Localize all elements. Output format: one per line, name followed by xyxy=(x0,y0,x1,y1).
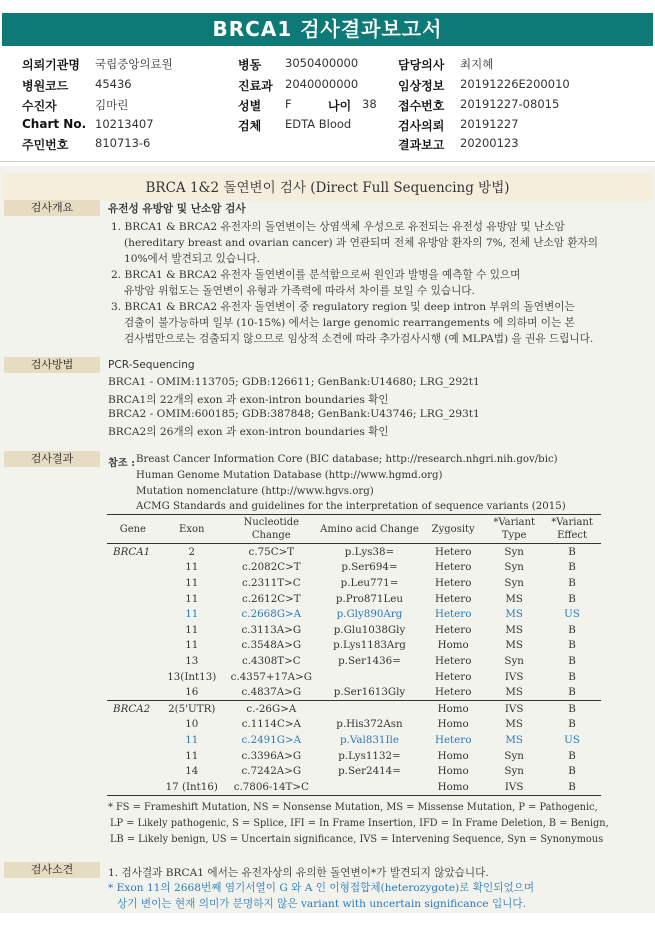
clinical-label: 임상정보 xyxy=(398,79,445,93)
overview-heading: 유전성 유방암 및 난소암 검사 xyxy=(108,203,246,215)
clinical-value: 20191226E200010 xyxy=(460,77,570,91)
variant-amino-acid: p.His372Asn xyxy=(336,718,403,731)
variant-exon: 11 xyxy=(185,576,199,589)
overview-line: 3. BRCA1 & BRCA2 유전자 돌연변이 중 regulatory region 및 deep intron 부위의 돌연변이는 xyxy=(111,301,575,313)
overview-line: 유방암 위험도는 돌연변이 유형과 가족력에 따라서 차이를 보일 수 있습니다. xyxy=(124,285,475,297)
variant-exon: 2 xyxy=(188,545,196,558)
variant-amino-acid: p.Ser2414= xyxy=(338,765,401,778)
variant-type: Syn xyxy=(504,576,524,589)
variant-type: IVS xyxy=(504,702,524,715)
col-amino-acid: Amino acid Change xyxy=(320,523,419,535)
reference-line: Breast Cancer Information Core (BIC database; http://research.nhgri.nih.gov/bic) xyxy=(136,454,558,465)
variant-effect: B xyxy=(568,576,576,589)
variant-exon: 2(5'UTR) xyxy=(168,702,216,715)
variant-exon: 10 xyxy=(185,718,199,731)
variant-gene xyxy=(107,669,159,685)
table-row xyxy=(107,748,601,764)
variant-table-header xyxy=(107,515,601,544)
overview-line: 10%에서 발견되고 있습니다. xyxy=(124,253,260,265)
variant-exon: 11 xyxy=(185,561,199,574)
header-divider xyxy=(0,161,655,162)
footnote-line: * FS = Frameshift Mutation, NS = Nonsense Mutation, MS = Missense Mutation, P = Pathogenic, xyxy=(108,802,598,813)
table-row xyxy=(107,560,601,576)
variant-zygosity: Homo xyxy=(437,780,469,793)
variant-effect: B xyxy=(568,670,576,683)
variant-zygosity: Hetero xyxy=(434,654,472,667)
findings-note: 상기 변이는 현재 의미가 분명하지 않은 variant with uncertain significance 입니다. xyxy=(117,898,527,910)
variant-type: MS xyxy=(505,686,523,699)
chart-label: Chart No. xyxy=(22,117,87,131)
variant-effect: B xyxy=(568,639,576,652)
variant-exon: 16 xyxy=(185,686,199,699)
table-row xyxy=(107,779,601,795)
patient-label: 수진자 xyxy=(22,99,57,113)
variant-exon: 11 xyxy=(185,639,199,652)
variant-nucleotide: c.3113A>G xyxy=(241,623,302,636)
variant-type: Syn xyxy=(504,545,524,558)
institution-label: 의뢰기관명 xyxy=(22,58,80,72)
variant-gene xyxy=(107,575,159,591)
references-label: 참조 : xyxy=(108,457,135,469)
variant-type: Syn xyxy=(504,561,524,574)
variant-amino-acid: p.Lys1183Arg xyxy=(333,639,406,652)
overview-line: 검사법만으로는 검출되지 않으므로 임상적 소견에 따라 추가검사시행 (예 MLPA법) 을 권유 드립니다. xyxy=(124,333,594,345)
variant-effect: B xyxy=(568,654,576,667)
variant-gene: BRCA2 xyxy=(113,702,151,715)
variant-zygosity: Hetero xyxy=(434,623,472,636)
variant-nucleotide: c.7242A>G xyxy=(241,765,302,778)
ward-value: 3050400000 xyxy=(285,56,359,70)
variant-exon: 11 xyxy=(185,733,199,746)
variant-type: MS xyxy=(505,592,523,605)
id-value: 810713-6 xyxy=(95,136,151,150)
table-row xyxy=(107,622,601,638)
variant-amino-acid xyxy=(318,669,421,685)
variant-nucleotide: c.4837A>G xyxy=(241,686,302,699)
variant-exon: 11 xyxy=(185,749,199,762)
variant-zygosity: Homo xyxy=(437,765,469,778)
variant-effect: B xyxy=(568,686,576,699)
report-title-bar: BRCA1 검사결과보고서 xyxy=(2,13,653,46)
variant-zygosity: Homo xyxy=(437,718,469,731)
variant-nucleotide: c.3548A>G xyxy=(241,639,302,652)
table-row xyxy=(107,717,601,733)
findings-note: * Exon 11의 2668번째 염기서열이 G 와 A 인 이형접합체(heterozygote)로 확인되었으며 xyxy=(108,882,535,894)
footnote-line: LP = Likely pathogenic, S = Splice, IFI = In Frame Insertion, IFD = In Frame Deletion, B = Benign, xyxy=(110,818,609,829)
variant-gene xyxy=(107,591,159,607)
report-date-label: 결과보고 xyxy=(398,138,445,152)
variant-exon: 11 xyxy=(185,592,199,605)
method-line: BRCA2의 26개의 exon 과 exon-intron boundaries 확인 xyxy=(108,426,389,438)
variant-type: Syn xyxy=(504,749,524,762)
variant-gene xyxy=(107,763,159,779)
variant-type: MS xyxy=(505,733,523,746)
method-label: 검사방법 xyxy=(4,357,100,373)
variant-amino-acid xyxy=(318,700,421,716)
variant-zygosity: Homo xyxy=(437,749,469,762)
variant-effect: B xyxy=(568,718,576,731)
variant-amino-acid xyxy=(318,779,421,795)
overview-label: 검사개요 xyxy=(4,200,100,216)
variant-amino-acid: p.Ser1613Gly xyxy=(333,686,406,699)
variant-nucleotide: c.2668G>A xyxy=(241,608,302,621)
variant-table xyxy=(107,514,601,796)
variant-gene xyxy=(107,638,159,654)
variant-effect: B xyxy=(568,749,576,762)
variant-type: MS xyxy=(505,639,523,652)
variant-amino-acid: p.Lys1132= xyxy=(338,749,401,762)
col-variant-effect: *Variant Effect xyxy=(551,517,593,541)
specimen-label: 검체 xyxy=(238,119,262,133)
variant-zygosity: Hetero xyxy=(434,733,472,746)
variant-effect: B xyxy=(568,623,576,636)
variant-type: MS xyxy=(505,608,523,621)
variant-effect: B xyxy=(568,765,576,778)
variant-type: IVS xyxy=(504,670,524,683)
variant-nucleotide: c.1114C>A xyxy=(241,718,301,731)
age-label: 나이 xyxy=(328,99,352,113)
patient-header xyxy=(0,53,655,161)
variant-zygosity: Homo xyxy=(437,639,469,652)
patient-value: 김마린 xyxy=(95,98,129,112)
variant-nucleotide: c.4357+17A>G xyxy=(230,670,312,683)
col-nucleotide: Nucleotide Change xyxy=(243,517,300,541)
id-label: 주민번호 xyxy=(22,138,69,152)
footnote-line: LB = Likely benign, US = Uncertain significance, IVS = Intervening Sequence, Syn = Synonymous xyxy=(110,834,604,845)
variant-zygosity: Hetero xyxy=(434,576,472,589)
table-row xyxy=(107,544,601,560)
variant-gene xyxy=(107,717,159,733)
variant-gene xyxy=(107,560,159,576)
specimen-value: EDTA Blood xyxy=(285,117,352,131)
results-label: 검사결과 xyxy=(4,451,100,467)
variant-effect: B xyxy=(568,702,576,715)
variant-effect: B xyxy=(568,780,576,793)
variant-exon: 13(Int13) xyxy=(167,670,217,683)
variant-nucleotide: c.75C>T xyxy=(248,545,295,558)
col-gene: Gene xyxy=(119,523,146,535)
receipt-value: 20191227-08015 xyxy=(460,97,560,111)
ward-label: 병동 xyxy=(238,58,262,72)
variant-amino-acid: p.Glu1038Gly xyxy=(333,623,406,636)
page-bottom xyxy=(0,913,655,927)
table-row xyxy=(107,638,601,654)
variant-type: MS xyxy=(505,718,523,731)
variant-amino-acid: p.Pro871Leu xyxy=(335,592,404,605)
reference-line: ACMG Standards and guidelines for the interpretation of sequence variants (2015) xyxy=(136,501,566,512)
table-row xyxy=(107,606,601,622)
method-line: BRCA1 - OMIM:113705; GDB:126611; GenBank:U14680; LRG_292t1 xyxy=(108,376,480,388)
reference-line: Mutation nomenclature (http://www.hgvs.org) xyxy=(136,486,374,497)
overview-line: 2. BRCA1 & BRCA2 유전자 돌연변이를 분석함으로써 원인과 발병을 예측할 수 있으며 xyxy=(111,269,521,281)
variant-exon: 11 xyxy=(185,623,199,636)
variant-exon: 13 xyxy=(185,654,199,667)
variant-effect: B xyxy=(568,545,576,558)
variant-nucleotide: c.2612C>T xyxy=(242,592,301,605)
variant-type: IVS xyxy=(504,780,524,793)
reference-line: Human Genome Mutation Database (http://www.hgmd.org) xyxy=(136,470,443,481)
col-variant-type: *Variant Type xyxy=(493,517,535,541)
variant-gene xyxy=(107,653,159,669)
report-subtitle: BRCA 1&2 돌연변이 검사 (Direct Full Sequencing 방법) xyxy=(145,180,510,196)
variant-effect: US xyxy=(564,608,580,621)
dept-value: 2040000000 xyxy=(285,77,359,91)
variant-exon: 11 xyxy=(185,608,199,621)
variant-gene xyxy=(107,779,159,795)
variant-zygosity: Hetero xyxy=(434,545,472,558)
variant-gene xyxy=(107,748,159,764)
request-label: 검사의뢰 xyxy=(398,119,445,133)
variant-gene xyxy=(107,684,159,700)
table-row xyxy=(107,575,601,591)
variant-nucleotide: c.4308T>C xyxy=(242,654,301,667)
variant-type: MS xyxy=(505,623,523,636)
table-row xyxy=(107,653,601,669)
findings-line: 1. 검사결과 BRCA1 에서는 유전자상의 유의한 돌연변이*가 발견되지 않았습니다. xyxy=(108,867,489,879)
variant-gene xyxy=(107,622,159,638)
variant-zygosity: Hetero xyxy=(434,592,472,605)
overview-line: 검출이 불가능하며 일부 (10-15%) 에서는 large genomic rearrangements 에 의하며 이는 본 xyxy=(124,317,575,329)
variant-amino-acid: p.Val831Ile xyxy=(340,733,399,746)
sex-label: 성별 xyxy=(238,99,262,113)
col-exon: Exon xyxy=(179,523,205,535)
method-line: BRCA1의 22개의 exon 과 exon-intron boundaries 확인 xyxy=(108,394,389,406)
age-value: 38 xyxy=(362,97,377,111)
variant-exon: 14 xyxy=(185,765,199,778)
variant-nucleotide: c.2311T>C xyxy=(242,576,301,589)
variant-amino-acid: p.Ser694= xyxy=(341,561,398,574)
table-row xyxy=(107,684,601,700)
overview-line: (hereditary breast and ovarian cancer) 과 연관되며 전체 유방암 환자의 7%, 전체 난소암 환자의 xyxy=(124,237,598,249)
receipt-label: 접수번호 xyxy=(398,99,445,113)
doctor-value: 최지혜 xyxy=(460,57,494,71)
variant-amino-acid: p.Ser1436= xyxy=(338,654,401,667)
col-zygosity: Zygosity xyxy=(431,523,475,535)
dept-label: 진료과 xyxy=(238,79,273,93)
variant-exon: 17 (Int16) xyxy=(165,780,218,793)
hospital-code-label: 병원코드 xyxy=(22,79,69,93)
variant-gene xyxy=(107,606,159,622)
variant-amino-acid: p.Lys38= xyxy=(344,545,395,558)
chart-value: 10213407 xyxy=(95,117,154,131)
variant-type: Syn xyxy=(504,765,524,778)
variant-zygosity: Hetero xyxy=(434,686,472,699)
report-date-value: 20200123 xyxy=(460,136,519,150)
variant-effect: B xyxy=(568,592,576,605)
variant-amino-acid: p.Leu771= xyxy=(340,576,399,589)
variant-nucleotide: c.7806-14T>C xyxy=(233,780,309,793)
table-row xyxy=(107,591,601,607)
hospital-code-value: 45436 xyxy=(95,77,132,91)
variant-effect: US xyxy=(564,733,580,746)
variant-type: Syn xyxy=(504,654,524,667)
variant-zygosity: Hetero xyxy=(434,561,472,574)
variant-zygosity: Hetero xyxy=(434,670,472,683)
variant-nucleotide: c.-26G>A xyxy=(246,702,297,715)
variant-effect: B xyxy=(568,561,576,574)
table-row xyxy=(107,732,601,748)
variant-amino-acid: p.Gly890Arg xyxy=(336,608,403,621)
variant-gene xyxy=(107,732,159,748)
variant-nucleotide: c.3396A>G xyxy=(241,749,302,762)
table-row xyxy=(107,700,601,716)
method-line: PCR-Sequencing xyxy=(108,359,195,371)
institution-value: 국립중앙의료원 xyxy=(95,57,173,71)
variant-table-body xyxy=(107,544,601,796)
variant-nucleotide: c.2082C>T xyxy=(242,561,301,574)
table-row xyxy=(107,763,601,779)
findings-label: 검사소견 xyxy=(4,862,100,878)
table-row xyxy=(107,669,601,685)
overview-line: 1. BRCA1 & BRCA2 유전자의 돌연변이는 상염색체 우성으로 유전되는 유전성 유방암 및 난소암 xyxy=(111,221,565,233)
variant-zygosity: Hetero xyxy=(434,608,472,621)
variant-zygosity: Homo xyxy=(437,702,469,715)
doctor-label: 담당의사 xyxy=(398,58,445,72)
sex-value: F xyxy=(285,97,292,111)
request-value: 20191227 xyxy=(460,117,519,131)
method-line: BRCA2 - OMIM:600185; GDB:387848; GenBank:U43746; LRG_293t1 xyxy=(108,408,480,420)
variant-gene: BRCA1 xyxy=(113,545,151,558)
variant-nucleotide: c.2491G>A xyxy=(241,733,302,746)
